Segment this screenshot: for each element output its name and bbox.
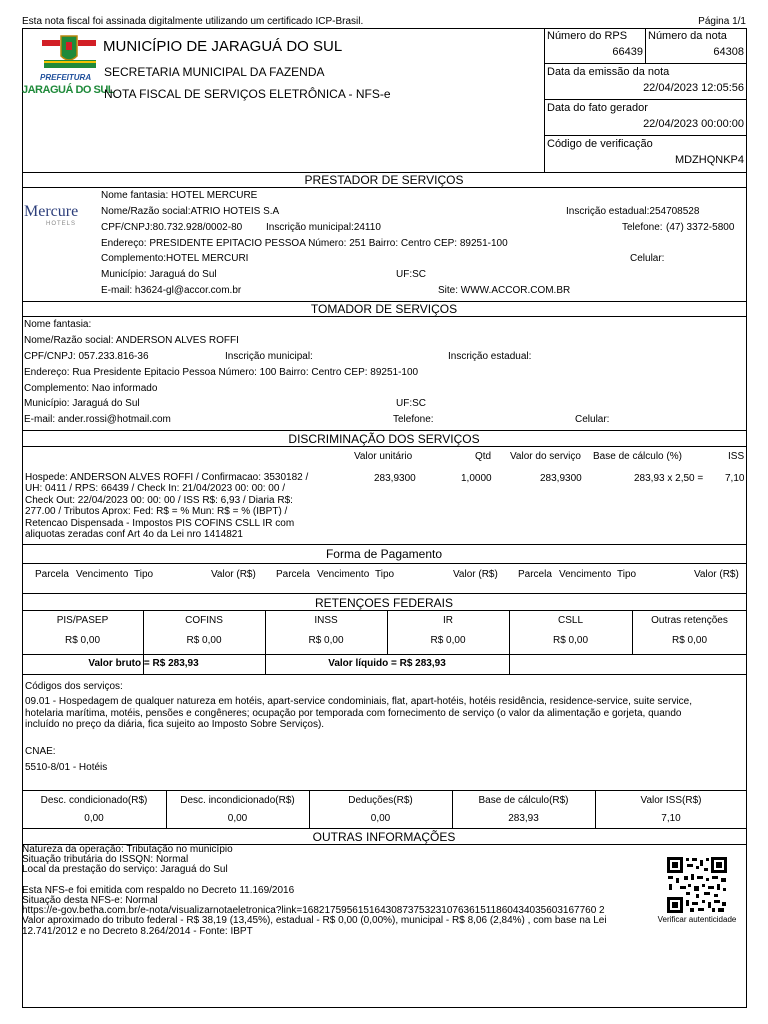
mercure-logo-text: Mercure [24, 203, 79, 220]
header-valor-servico: Valor do serviço [510, 451, 581, 462]
info-line: Situação desta NFS-e: Normal [22, 895, 158, 906]
pagamento-tipo-1: Tipo [134, 569, 154, 580]
nota-value: 64308 [713, 46, 744, 58]
emissao-value: 22/04/2023 12:05:56 [643, 82, 744, 94]
tomador-section-title: TOMADOR DE SERVIÇOS [310, 302, 458, 316]
emissao-label: Data da emissão da nota [547, 66, 670, 78]
codigos-servico-label: Códigos dos serviços: [25, 681, 123, 692]
verification-label: Código de verificação [547, 138, 653, 150]
retencao-pis-label: PIS/PASEP [56, 615, 109, 626]
service-description-line: 277.00 / Tributos Aprox: Fed: R$ = % Mun: R$ = % (IBPT) / [25, 506, 288, 518]
page-number: Página 1/1 [698, 16, 746, 27]
valor-iss-total: 7,10 [661, 813, 681, 824]
prestador-telefone-label: Telefone: [622, 222, 663, 233]
codigo-descricao-line: hotelaria marítima, motéis, pensões e congêneres; ocupação por temporada com fornecimento de serviço (o valor da alimentação e gorjeta, quando [25, 707, 682, 719]
pagamento-valor-3: Valor (R$) [694, 569, 739, 580]
pagamento-parcela-1: Parcela [35, 569, 69, 580]
document-type: NOTA FISCAL DE SERVIÇOS ELETRÔNICA - NFS-e [104, 87, 391, 101]
pagamento-valor-2: Valor (R$) [453, 569, 498, 580]
prestador-email: E-mail: h3624-gl@accor.com.br [101, 285, 242, 296]
prestador-section-title: PRESTADOR DE SERVIÇOS [304, 173, 464, 187]
valor-iss: 7,10 [725, 473, 745, 484]
valor-bruto: Valor bruto = R$ 283,93 [88, 658, 199, 669]
secretariat-title: SECRETARIA MUNICIPAL DA FAZENDA [104, 65, 325, 79]
codigo-descricao-line: incluído no preço da diária, fica sujeito ao Imposto Sobre Serviços). [25, 719, 325, 730]
tomador-municipio: Município: Jaraguá do Sul [24, 398, 140, 409]
quantidade: 1,0000 [461, 473, 492, 484]
retencao-outras-label: Outras retenções [651, 615, 728, 626]
discriminacao-section-title: DISCRIMINAÇÃO DOS SERVIÇOS [288, 432, 480, 446]
info-line: Natureza da operação: Tributação no município [22, 844, 233, 855]
prestador-cnpj: CPF/CNPJ:80.732.928/0002-80 [101, 222, 243, 233]
qr-code-icon[interactable] [666, 856, 728, 914]
mercure-logo [24, 203, 98, 233]
outras-informacoes-title: OUTRAS INFORMAÇÕES [312, 830, 456, 844]
codigo-servico-descricao [25, 696, 692, 731]
outras-informacoes-text [22, 845, 607, 937]
tomador-razao-social: Nome/Razão social: ANDERSON ALVES ROFFI [24, 335, 239, 346]
info-line: 12.741/2012 e no Decreto 8.264/2014 - Fonte: IBPT [22, 925, 253, 937]
base-calculo-aliquota: 283,93 x 2,50 = [634, 473, 704, 484]
pagamento-tipo-2: Tipo [375, 569, 395, 580]
prestador-municipio: Município: Jaraguá do Sul [101, 269, 217, 280]
service-description [25, 472, 308, 540]
mercure-logo-sub: HOTELS [46, 221, 77, 227]
info-line: Esta NFS-e foi emitida com respaldo no Decreto 11.169/2016 [22, 884, 295, 896]
pagamento-parcela-3: Parcela [518, 569, 552, 580]
tomador-uf: UF:SC [396, 398, 426, 409]
prestador-celular: Celular: [630, 253, 665, 264]
logo-text-city: JARAGUÁ DO SUL [22, 84, 115, 96]
tomador-email: E-mail: ander.rossi@hotmail.com [24, 414, 171, 425]
base-calculo-label: Base de cálculo(R$) [478, 795, 569, 806]
retencao-ir-label: IR [443, 615, 453, 626]
deducoes-value: 0,00 [370, 813, 391, 824]
verification-url[interactable]: https://e-gov.betha.com.br/e-nota/visualizarnotaeletronica?link=16821759561516430873753231076361511860434035603167760 2 [22, 905, 605, 917]
service-description-line: aliquotas zeradas conf Art 4o da Lei nro 1414821 [25, 529, 243, 541]
prestador-razao-social: Nome/Razão social:ATRIO HOTEIS S.A [101, 206, 280, 217]
prestador-nome-fantasia: Nome fantasia: HOTEL MERCURE [101, 190, 258, 201]
codigo-descricao-line: 09.01 - Hospedagem de qualquer natureza em hotéis, apart-service condominiais, flat, apart-hotéis, hotéis residência, residence-service, suite service, [25, 696, 693, 707]
desc-incondicionado-value: 0,00 [227, 813, 248, 824]
retencao-cofins-label: COFINS [185, 615, 223, 626]
tomador-nome-fantasia: Nome fantasia: [24, 319, 92, 330]
tomador-complemento: Complemento: Nao informado [24, 383, 158, 394]
tomador-celular: Celular: [575, 414, 610, 425]
prestador-uf: UF:SC [396, 269, 426, 280]
prestador-telefone: (47) 3372-5800 [666, 222, 735, 233]
retencao-cofins-value: R$ 0,00 [186, 635, 222, 646]
service-description-line: Hospede: ANDERSON ALVES ROFFI / Confirmacao: 3530182 / [25, 472, 309, 483]
desc-condicionado-value: 0,00 [84, 813, 104, 824]
prestador-endereco: Endereço: PRESIDENTE EPITACIO PESSOA Número: 251 Bairro: Centro CEP: 89251-100 [101, 238, 508, 249]
tomador-inscricao-estadual: Inscrição estadual: [448, 351, 532, 362]
retencao-csll-label: CSLL [557, 615, 583, 626]
info-line: Situação tributária do ISSQN: Normal [22, 854, 189, 866]
prestador-complemento: Complemento:HOTEL MERCURI [101, 253, 249, 264]
prestador-site: Site: WWW.ACCOR.COM.BR [438, 285, 571, 296]
cnae-label: CNAE: [25, 746, 56, 757]
retencao-outras-value: R$ 0,00 [671, 635, 708, 646]
header-base-calculo: Base de cálculo (%) [593, 451, 682, 462]
cnae-value: 5510-8/01 - Hotéis [25, 762, 108, 773]
municipality-title: MUNICÍPIO DE JARAGUÁ DO SUL [103, 38, 343, 55]
service-description-line: Retencao Dispensada - Impostos PIS COFINS CSLL IR com [25, 517, 295, 529]
nota-label: Número da nota [648, 30, 727, 42]
logo-text-prefeitura: PREFEITURA [40, 73, 92, 82]
fato-gerador-label: Data do fato gerador [547, 102, 648, 114]
tomador-cpf: CPF/CNPJ: 057.233.816-36 [24, 351, 149, 362]
retencao-ir-value: R$ 0,00 [430, 635, 466, 646]
fato-gerador-value: 22/04/2023 00:00:00 [643, 118, 744, 130]
pagamento-valor-1: Valor (R$) [211, 569, 256, 580]
valor-unitario: 283,9300 [374, 473, 416, 484]
pagamento-tipo-3: Tipo [617, 569, 637, 580]
tomador-telefone: Telefone: [393, 414, 434, 425]
retencoes-section-title: RETENÇOES FEDERAIS [314, 596, 454, 610]
signature-note: Esta nota fiscal foi assinada digitalmente utilizando um certificado ICP-Brasil. [22, 16, 364, 27]
deducoes-label: Deduções(R$) [348, 795, 413, 806]
retencao-pis-value: R$ 0,00 [64, 635, 101, 646]
info-line: Valor aproximado do tributo federal - R$ 38,19 (13,45%), estadual - R$ 0,00 (0,00%), municipal - R$ 8,06 (2,84%) , com base na Lei [22, 915, 607, 927]
verification-code: MDZHQNKP4 [674, 154, 744, 166]
desc-condicionado-label: Desc. condicionado(R$) [40, 795, 148, 806]
verificar-autenticidade[interactable]: Verificar autenticidade [657, 915, 737, 924]
pagamento-section-title: Forma de Pagamento [325, 547, 443, 561]
rps-value: 66439 [612, 46, 643, 58]
prestador-inscricao-estadual: Inscrição estadual:254708528 [566, 206, 700, 217]
header-qtd: Qtd [475, 451, 492, 462]
tomador-inscricao-municipal: Inscrição municipal: [225, 351, 313, 362]
rps-label: Número do RPS [547, 30, 628, 42]
header-valor-unitario: Valor unitário [354, 451, 413, 462]
service-description-line: Check Out: 22/04/2023 00: 00: 00 / ISS R$: 6,93 / Diaria R$: [25, 494, 293, 506]
pagamento-vencimento-1: Vencimento [76, 569, 129, 580]
pagamento-vencimento-2: Vencimento [317, 569, 370, 580]
service-description-line: UH: 0411 / RPS: 66439 / Check In: 21/04/2023 00: 00: 00 / [25, 483, 285, 495]
info-line: Local da prestação do serviço: Jaraguá do Sul [22, 864, 228, 876]
valor-servico: 283,9300 [540, 473, 582, 484]
valor-liquido: Valor líquido = R$ 283,93 [328, 658, 446, 669]
base-calculo-value: 283,93 [508, 813, 539, 824]
retencao-inss-value: R$ 0,00 [308, 635, 344, 646]
tomador-endereco: Endereço: Rua Presidente Epitacio Pessoa Número: 100 Bairro: Centro CEP: 89251-100 [24, 367, 419, 378]
qr-code-graphic [666, 856, 728, 914]
pagamento-parcela-2: Parcela [276, 569, 310, 580]
header-iss: ISS [728, 451, 745, 462]
pagamento-vencimento-3: Vencimento [559, 569, 612, 580]
retencao-inss-label: INSS [314, 615, 338, 626]
desc-incondicionado-label: Desc. incondicionado(R$) [180, 795, 295, 806]
prestador-inscricao-municipal: Inscrição municipal:24110 [266, 222, 381, 233]
retencao-csll-value: R$ 0,00 [552, 635, 589, 646]
valor-iss-label: Valor ISS(R$) [640, 795, 702, 806]
